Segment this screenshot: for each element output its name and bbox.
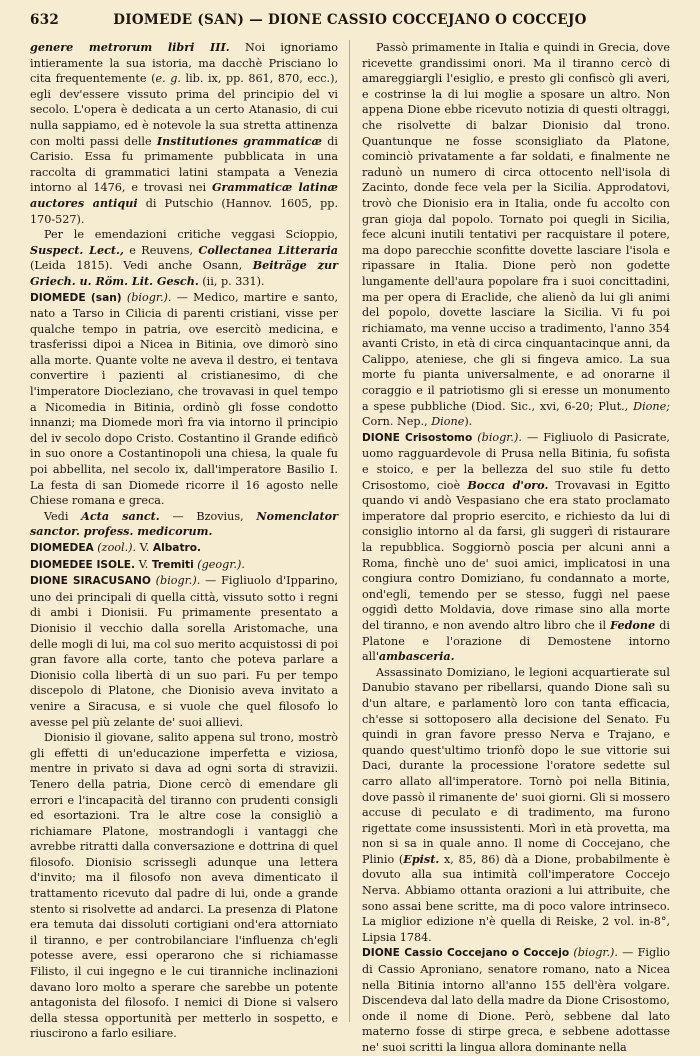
- work-title: Fedone: [610, 617, 656, 632]
- entry-dione-cassio: [362, 945, 670, 1055]
- work-title: Suspect. Lect.,: [30, 242, 124, 257]
- text-run: Per le emendazioni critiche veggasi Scioppio,: [44, 228, 338, 242]
- text-run: lib. ix, pp. 861, 870, ecc.), egli dev'essere vissuto prima del principio del vi secolo. L'opera è dedicata a un certo Atanasio, di cui nulla sappiamo, ed è notevole la sua stretta attinenza con molti passi delle: [30, 72, 338, 148]
- text-run: di Carisio. Essa fu primamente pubblicata in una raccolta di grammatici latini stampata a Venezia intorno al 1476, e trovasi nei: [30, 134, 338, 195]
- text-run: ).: [464, 415, 473, 429]
- text-run: di Platone e l'orazione di Demostene intorno all': [362, 618, 670, 664]
- entry-headword: DIONE SIRACUSANO: [30, 575, 151, 588]
- entry-headword: DIOMEDE (san): [30, 291, 122, 304]
- entry-category: (biogr.).: [569, 946, 618, 960]
- work-title: Collectanea Litteraria: [198, 242, 338, 257]
- cross-reference: Tremiti: [151, 558, 194, 571]
- text-run: e. g.: [155, 72, 181, 86]
- entry-category: (biogr.).: [121, 290, 172, 304]
- page-number: 632: [30, 12, 60, 28]
- work-title: ambasceria.: [378, 649, 455, 664]
- work-title: Beiträge zur Griech. u. Röm. Lit. Gesch.: [30, 258, 338, 288]
- cross-reference: Albatro.: [152, 542, 202, 554]
- entry-category: (geogr.).: [193, 557, 245, 571]
- text-run: — Bzovius,: [159, 509, 257, 523]
- work-title: genere metrorum libri III.: [30, 40, 230, 54]
- text-run: Vedi: [44, 509, 82, 523]
- work-title: Dione;: [633, 399, 670, 413]
- text-run: Corn. Nep.,: [362, 415, 432, 429]
- text-run: (ii, p. 331).: [198, 274, 265, 288]
- entry-diomedee-isole: [30, 557, 338, 574]
- work-title: Dione: [431, 415, 465, 429]
- entry-category: (biogr.).: [150, 574, 201, 588]
- entry-dione-siracusano: [30, 573, 338, 730]
- entry-headword: DIONE Crisostomo: [362, 431, 473, 444]
- work-title: Grammaticæ latinæ auctores antiqui: [30, 180, 338, 210]
- paragraph: [30, 227, 338, 289]
- left-column: [30, 40, 339, 1041]
- entry-diomedea: [30, 540, 338, 557]
- entry-category: (biogr.).: [472, 430, 522, 444]
- paragraph: [362, 40, 670, 430]
- text-run: e Reuvens,: [123, 243, 199, 257]
- text-columns: [30, 40, 671, 1054]
- text-run: V.: [136, 541, 153, 554]
- text-run: Assassinato Domiziano, le legioni acquartierate sul Danubio stavano per ribellarsi, quando Dione salì su d'un altare, e parlamentò loro con tanta efficacia, ch'esse si sottoposero alla decisione del Senato. Fu quindi in gran favore presso Nerva e Trajano, e quando quest'ultimo trionfò dopo le sue vittorie sui Daci, durante la processione l'oratore sedette sul carro allato all'imperatore. Tornò poi nella Bitinia, dove passò il rimanente de' suoi giorni. Gli si mossero accuse di peculato e di tradimento, ma furono rigettate come insussistenti. Morì in età provetta, ma non si sa in quale anno. Il nome di Coccejano, che Plinio (: [362, 665, 670, 866]
- text-run: — Figlio di Cassio Aproniano, senatore romano, nato a Nicea nella Bitinia intorno all'anno 155 dell'èra volgare. Discendeva dal lato della madre da Dione Crisostomo, onde il nome di Dione. Però, sebbene dal lato materno fosse di stirpe greca, e sebbene adottasse ne' suoi scritti la lingua allora dominante nella: [362, 946, 670, 1054]
- running-title: DIOMEDE (SAN) — DIONE CASSIO COCCEJANO O COCCEJO: [113, 12, 587, 28]
- text-run: di Putschio (Hannov. 1605, pp. 170-527).: [30, 196, 338, 226]
- work-title: Institutiones grammaticæ: [156, 133, 322, 148]
- paragraph: [30, 509, 338, 540]
- text-run: — Figliuolo di Pasicrate, uomo ragguardevole di Prusa nella Bitinia, fu sofista e stoico, e per la bellezza del suo stile fu detto Crisostomo, cioè: [362, 430, 670, 492]
- entry-headword: DIONE Cassio Coccejano o Coccejo: [362, 947, 570, 960]
- paragraph: [362, 665, 670, 946]
- work-title: Epist.: [403, 851, 440, 866]
- text-run: Noi ignoriamo intieramente la sua istoria, ma dacchè Prisciano lo cita frequentemente (: [30, 41, 339, 86]
- entry-diomede-san: [30, 290, 338, 509]
- page-header: [30, 12, 670, 38]
- text-run: V.: [135, 557, 152, 571]
- text-run: (Leida 1815). Vedi anche Osann,: [30, 259, 253, 273]
- entry-continuation: [30, 40, 338, 227]
- paragraph: Dionisio il giovane, salito appena sul trono, mostrò gli effetti di un'educazione imperfetta e viziosa, mentre in privato si dava ad ogni sorta di stravizii. Tenero della patria, Dione cercò di emendare gli errori e l'incapacità del tiranno con prudenti consigli ed esortazioni. Tra le altre cose la consigliò a richiamare Platone, mostrandogli i vantaggi che avrebbe ritratti dalla conversazione e dottrina di quel filosofo. Dionisio scrissegli adunque una lettera d'invito; ma il filosofo non aveva dimenticato il trattamento ricevuto dal padre di lui, onde a grande stento si risolvette ad andarci. La presenza di Platone era temuta dai dissoluti cortigiani ond'era attorniato il tiranno, e per controbilanciare l'influenza ch'egli potesse avere, essi operarono che si richiamasse Filisto, il cui ingegno e le cui tiranniche inclinazioni davano loro molto a sperare che sarebbe un potente antagonista del filosofo. I nemici di Dione si valsero della stessa opportunità per metterlo in sospetto, e riuscirono a farlo esiliare.: [30, 731, 338, 1041]
- entry-headword: DIOMEDEE ISOLE.: [30, 558, 136, 571]
- text-run: — Figliuolo d'Ipparino, uno dei principali di quella città, vissuto sotto i regni di ambi i Dionisii. Fu primamente presentato a Dionisio il vecchio dalla sorella Aristomache, una delle mogli di lui, ma col suo merito acquistossi di poi gran favore alla corte, tanto che poteva parlare a Dionisio colla libertà di un suo pari. Fu per tempo discepolo di Platone, che Dionisio aveva invitato a venire a Siracusa, e si vuole che quel filosofo lo avesse pel più zelante de' suoi allievi.: [30, 574, 338, 729]
- work-title: Nomenclator sanctor. profess. medicorum.: [30, 508, 338, 539]
- text-run: x, 85, 86) dà a Dione, probabilmente è dovuto alla sua intimità coll'imperatore Coccejo Nerva. Abbiamo ottanta orazioni a lui attribuite, che sono assai bene scritte, ma di poco valore intrinseco. La miglior edizione n'è quella di Reiske, 2 vol. in-8°, Lipsia 1784.: [362, 852, 670, 944]
- entry-category: (zool.).: [93, 541, 137, 554]
- entry-headword: DIOMEDEA: [30, 542, 94, 554]
- work-title: Acta sanct.: [81, 508, 160, 523]
- text-run: Passò primamente in Italia e quindi in Grecia, dove ricevette grandissimi onori. Ma il tiranno cercò di amareggiargli l'esiglio, e presto gli confiscò gli averi, e costrinse la di lui moglie a sposare un altro. Non appena Dione ebbe ricevuto notizia di questi oltraggi, che risolvette di balzar Dionisio dal trono. Quantunque ne fosse sconsigliato da Platone, cominciò privatamente a far soldati, e finalmente ne radunò un numero di circa ottocento nell'isola di Zacinto, donde fece vela per la Sicilia. Approdatovi, trovò che Dionisio era in Italia, onde fu accolto con gran gioja dal popolo. Tornato poi quegli in Sicilia, fece alcuni inutili tentativi per racquistare il potere, ma dopo parecchie sconfitte dovette lasciare l'isola e ripassare in Italia. Dione però non godette lungamente dell'aura popolare fra i suoi concittadini, ma per opera di Eraclide, che alienò da lui gli animi del popolo, dovette lasciare la Sicilia. Vi fu poi richiamato, ma venne ucciso a tradimento, l'anno 354 avanti Cristo, in età di circa cinquantacinque anni, da Calippo, ateniese, che gli si fingeva amico. La sua morte fu pianta universalmente, e ad onorarne il coraggio e il patriotismo gli si eresse un monumento a spese pubbliche (Diod. Sic., xvi, 6-20; Plut.,: [362, 41, 670, 413]
- work-title: Bocca d'oro.: [467, 477, 549, 492]
- right-column: [362, 40, 671, 1054]
- text-run: — Medico, martire e santo, nato a Tarso in Cilicia di parenti cristiani, visse per qualche tempo in patria, ove esercitò medicina, e trasferissi dipoi a Nicea in Bitinia, ove dimorò sino alla morte. Quante volte ne aveva il destro, ei tentava convertire i pazienti al cristianesimo, di che l'imperatore Diocleziano, che trovavasi in quel tempo a Nicomedia in Bitinia, ordinò gli fosse condotto innanzi; ma Diomede morì fra via intorno il principio del iv secolo dopo Cristo. Costantino il Grande edificò in suo onore a Costantinopoli una chiesa, la quale fu poi abbellita, nel secolo ix, dall'imperatore Basilio I. La festa di san Diomede ricorre il 16 agosto nelle Chiese romana e greca.: [30, 290, 339, 508]
- entry-dione-crisostomo: [362, 430, 670, 665]
- text-run: Trovavasi in Egitto quando vi andò Vespasiano che era stato proclamato imperatore dal proprio esercito, e richiesto da lui di consiglio intorno al da farsi, gli suggerì di ristaurare la repubblica. Soggiornò poscia per alcuni anni a Roma, finchè uno de' suoi amici, implicatosi in una congiura contro Domiziano, fu condannato a morte, ond'egli, temendo per se stesso, fuggì nel paese oggidì detto Moldavia, dove rimase sino alla morte del tiranno, e non avendo altro libro che il: [362, 478, 671, 632]
